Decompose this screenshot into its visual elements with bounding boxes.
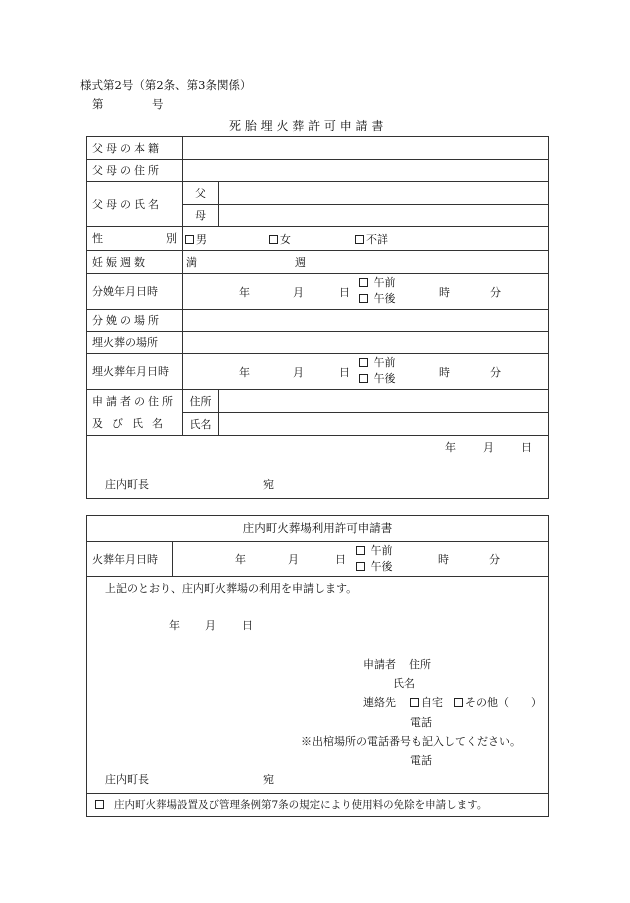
- checkbox-icon: [185, 235, 194, 244]
- pm-option[interactable]: 午後: [359, 373, 396, 384]
- checkbox-icon: [356, 546, 365, 555]
- pm-option[interactable]: 午後: [359, 293, 396, 304]
- addressee: 庄内町長: [105, 773, 149, 786]
- addressee: 庄内町長: [105, 478, 149, 491]
- checkbox-icon: [359, 358, 368, 367]
- label-burial-datetime: 埋火葬年月日時: [87, 354, 183, 390]
- minute-label: 分: [490, 286, 501, 299]
- input-parents-address[interactable]: [183, 160, 549, 182]
- input-applicant-name[interactable]: [219, 413, 549, 436]
- exemption-row[interactable]: [87, 794, 549, 817]
- addressee-ate: 宛: [263, 773, 274, 786]
- burial-datetime-field[interactable]: [183, 354, 549, 390]
- checkbox-icon: [454, 698, 463, 707]
- hour-label: 時: [439, 286, 450, 299]
- sex-options: [183, 227, 549, 251]
- applicant-label: 申請者: [363, 658, 396, 671]
- application-body: [87, 577, 549, 794]
- checkbox-other[interactable]: [454, 697, 542, 708]
- label-delivery-datetime: 分娩年月日時: [87, 274, 183, 310]
- permit-application-table: [86, 136, 549, 499]
- label-parents-address: 父母の住所: [87, 160, 183, 182]
- label-applicant-line2: 及び氏名: [92, 416, 172, 430]
- contact-label: 連絡先: [363, 696, 396, 709]
- checkbox-male[interactable]: [185, 234, 207, 245]
- label-delivery-place: 分娩の場所: [87, 310, 183, 332]
- crematorium-form-title: 庄内町火葬場利用許可申請書: [87, 516, 549, 542]
- checkbox-icon: [95, 800, 104, 809]
- month-label: 月: [293, 286, 304, 299]
- year-label: 年: [239, 286, 250, 299]
- label-sex: 性 別: [87, 227, 183, 251]
- addressee-ate: 宛: [263, 478, 274, 491]
- sex-male-label: 男: [196, 233, 207, 246]
- label-applicant-line1: 申請者の住所: [92, 394, 176, 408]
- cremation-datetime-field[interactable]: [173, 542, 549, 577]
- input-father-name[interactable]: [219, 182, 549, 205]
- delivery-datetime-field[interactable]: [183, 274, 549, 310]
- month-label: 月: [293, 366, 304, 379]
- sex-unknown-label: 不詳: [366, 233, 388, 246]
- year-label: 年: [235, 553, 246, 566]
- minute-label: 分: [489, 553, 500, 566]
- date-day: 日: [521, 441, 532, 454]
- hour-label: 時: [439, 366, 450, 379]
- weeks-man: 満: [186, 256, 197, 269]
- number-gou: 号: [152, 97, 164, 111]
- date-month: 月: [483, 441, 494, 454]
- checkbox-icon: [269, 235, 278, 244]
- label-cremation-datetime: 火葬年月日時: [87, 542, 173, 577]
- checkbox-icon: [356, 562, 365, 571]
- year-label: 年: [239, 366, 250, 379]
- input-mother-name[interactable]: [219, 205, 549, 227]
- day-label: 日: [335, 553, 346, 566]
- checkbox-icon: [410, 698, 419, 707]
- checkbox-icon: [359, 294, 368, 303]
- month-label: 月: [288, 553, 299, 566]
- checkbox-unknown[interactable]: [355, 234, 388, 245]
- sex-female-label: 女: [280, 233, 291, 246]
- checkbox-icon: [359, 278, 368, 287]
- input-delivery-place[interactable]: [183, 310, 549, 332]
- other-label: その他（ ）: [465, 696, 542, 709]
- checkbox-icon: [359, 374, 368, 383]
- home-label: 自宅: [421, 696, 443, 709]
- number-dai: 第: [92, 97, 104, 111]
- checkbox-female[interactable]: [269, 234, 291, 245]
- phone-label-2: 電話: [410, 754, 432, 767]
- phone-label: 電話: [410, 716, 432, 729]
- date-year: 年: [445, 441, 456, 454]
- gestation-weeks-field[interactable]: [183, 251, 549, 274]
- label-father: 父: [183, 182, 219, 205]
- label-parents-domicile: 父母の本籍: [87, 137, 183, 160]
- applicant-address-label: 住所: [409, 658, 431, 671]
- label-applicant-address: 住所: [183, 390, 219, 413]
- date-month: 月: [205, 619, 216, 632]
- day-label: 日: [339, 286, 350, 299]
- form-number: 様式第2号（第2条、第3条関係）: [80, 78, 252, 92]
- date-and-addressee: [87, 436, 549, 499]
- input-burial-place[interactable]: [183, 332, 549, 354]
- label-burial-place: 埋火葬の場所: [87, 332, 183, 354]
- label-applicant-name: 氏名: [183, 413, 219, 436]
- input-applicant-address[interactable]: [219, 390, 549, 413]
- am-option[interactable]: 午前: [359, 277, 396, 288]
- day-label: 日: [339, 366, 350, 379]
- hour-label: 時: [438, 553, 449, 566]
- date-day: 日: [242, 619, 253, 632]
- am-option[interactable]: 午前: [359, 357, 396, 368]
- input-parents-domicile[interactable]: [183, 137, 549, 160]
- label-applicant: [87, 390, 183, 436]
- label-gestation-weeks: 妊娠週数: [87, 251, 183, 274]
- weeks-shu: 週: [295, 256, 306, 269]
- exemption-text: 庄内町火葬場設置及び管理条例第7条の規定により使用料の免除を申請します。: [114, 798, 488, 811]
- statement: 上記のとおり、庄内町火葬場の利用を申請します。: [105, 582, 358, 595]
- applicant-name-label: 氏名: [393, 677, 415, 690]
- pm-option[interactable]: 午後: [356, 561, 393, 572]
- minute-label: 分: [490, 366, 501, 379]
- label-parents-name: 父母の氏名: [87, 182, 183, 227]
- checkbox-home[interactable]: [410, 697, 443, 708]
- note: ※出棺場所の電話番号も記入してください。: [301, 735, 521, 748]
- am-option[interactable]: 午前: [356, 545, 393, 556]
- checkbox-icon: [355, 235, 364, 244]
- date-year: 年: [169, 619, 180, 632]
- crematorium-application-table: [86, 515, 549, 817]
- form-title: 死 胎 埋 火 葬 許 可 申 請 書: [229, 119, 384, 133]
- label-mother: 母: [183, 205, 219, 227]
